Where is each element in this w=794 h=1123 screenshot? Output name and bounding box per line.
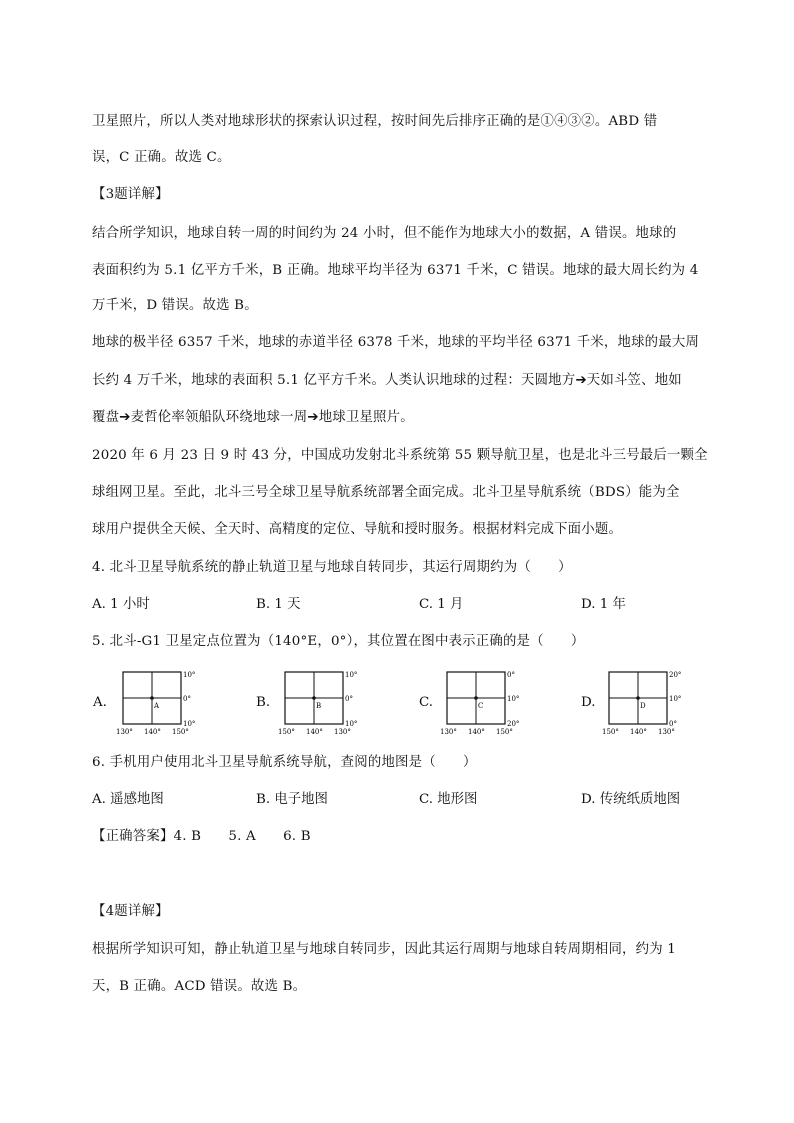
diagram-point-letter: C [478, 702, 484, 710]
question-6: 6. 手机用户使用北斗卫星导航系统导航，查阅的地图是（ ） [92, 755, 477, 770]
diagram-point-letter: D [640, 702, 646, 710]
lon-label: 150° [602, 728, 619, 736]
answer-key: 【正确答案】4. B 5. A 6. B [92, 829, 311, 844]
paragraph-line: 覆盘➔麦哲伦率领船队环绕地球一周➔地球卫星照片。 [92, 410, 414, 425]
lon-label: 130° [116, 728, 133, 736]
paragraph-line: 误，C 正确。故选 C。 [92, 150, 231, 165]
lon-label: 140° [306, 728, 323, 736]
q5-diagram-a [114, 668, 204, 738]
q6-option-c: C. 地形图 [419, 792, 478, 807]
lon-label: 130° [334, 728, 351, 736]
paragraph-line: 长约 4 万千米，地球的表面积 5.1 亿平方千米。人类认识地球的过程：天圆地方➔天如斗笠、地如 [92, 373, 682, 388]
lon-label: 140° [144, 728, 161, 736]
q5-option-d-label: D. [581, 695, 596, 710]
lon-label: 150° [172, 728, 189, 736]
diagram-point-letter: B [316, 702, 322, 710]
lon-label: 140° [468, 728, 485, 736]
lat-label: 0° [669, 720, 677, 728]
section-heading: 【3题详解】 [92, 187, 169, 202]
paragraph-line: 球用户提供全天候、全天时、高精度的定位、导航和授时服务。根据材料完成下面小题。 [92, 522, 623, 537]
q6-option-d: D. 传统纸质地图 [581, 792, 681, 807]
lon-label: 150° [278, 728, 295, 736]
lat-label: 10° [345, 671, 358, 679]
paragraph-line: 卫星照片，所以人类对地球形状的探索认识过程，按时间先后排序正确的是①④③②。ABD 错 [92, 114, 658, 129]
lat-label: 10° [345, 720, 358, 728]
q6-option-b: B. 电子地图 [256, 792, 328, 807]
paragraph-line: 表面积约为 5.1 亿平方千米，B 正确。地球平均半径为 6371 千米，C 错误。地球的最大周长约为 4 [92, 263, 699, 278]
q5-diagram-c [438, 668, 528, 738]
lat-label: 0° [345, 695, 353, 703]
lat-label: 10° [183, 720, 196, 728]
lon-label: 150° [496, 728, 513, 736]
question-4: 4. 北斗卫星导航系统的静止轨道卫星与地球自转同步，其运行周期约为（ ） [92, 560, 572, 575]
q5-diagram-d [600, 668, 690, 738]
lat-label: 10° [183, 671, 196, 679]
q5-option-b-label: B. [256, 695, 271, 710]
lon-label: 140° [630, 728, 647, 736]
paragraph-line: 地球的极半径 6357 千米，地球的赤道半径 6378 千米，地球的平均半径 6371 千米，地球的最大周 [92, 335, 700, 350]
diagram-point-letter: A [154, 702, 160, 710]
q4-option-d: D. 1 年 [581, 597, 626, 612]
q5-option-a-label: A. [93, 695, 107, 710]
lon-label: 130° [440, 728, 457, 736]
lat-label: 20° [669, 671, 682, 679]
paragraph-line: 2020 年 6 月 23 日 9 时 43 分，中国成功发射北斗系统第 55 颗导航卫星，也是北斗三号最后一颗全 [92, 448, 708, 463]
q5-diagram-b [276, 668, 366, 738]
lat-label: 10° [669, 695, 682, 703]
q4-option-a: A. 1 小时 [92, 597, 150, 612]
paragraph-line: 天，B 正确。ACD 错误。故选 B。 [92, 979, 307, 994]
q5-option-c-label: C. [419, 695, 434, 710]
question-5: 5. 北斗-G1 卫星定点位置为（140°E，0°），其位置在图中表示正确的是（ ） [92, 634, 585, 649]
paragraph-line: 根据所学知识可知，静止轨道卫星与地球自转同步，因此其运行周期与地球自转周期相同，约为 1 [92, 942, 676, 957]
lat-label: 0° [507, 671, 515, 679]
lat-label: 20° [507, 720, 520, 728]
lat-label: 0° [183, 695, 191, 703]
q4-option-c: C. 1 月 [419, 597, 464, 612]
paragraph-line: 结合所学知识，地球自转一周的时间约为 24 小时，但不能作为地球大小的数据，A 错误。地球的 [92, 226, 677, 241]
section-heading: 【4题详解】 [92, 904, 169, 919]
lon-label: 130° [658, 728, 675, 736]
q4-option-b: B. 1 天 [256, 597, 301, 612]
paragraph-line: 万千米，D 错误。故选 B。 [92, 298, 258, 313]
q6-option-a: A. 遥感地图 [92, 792, 164, 807]
paragraph-line: 球组网卫星。至此，北斗三号全球卫星导航系统部署全面完成。北斗卫星导航系统（BDS）能为全 [92, 485, 680, 500]
lat-label: 10° [507, 695, 520, 703]
